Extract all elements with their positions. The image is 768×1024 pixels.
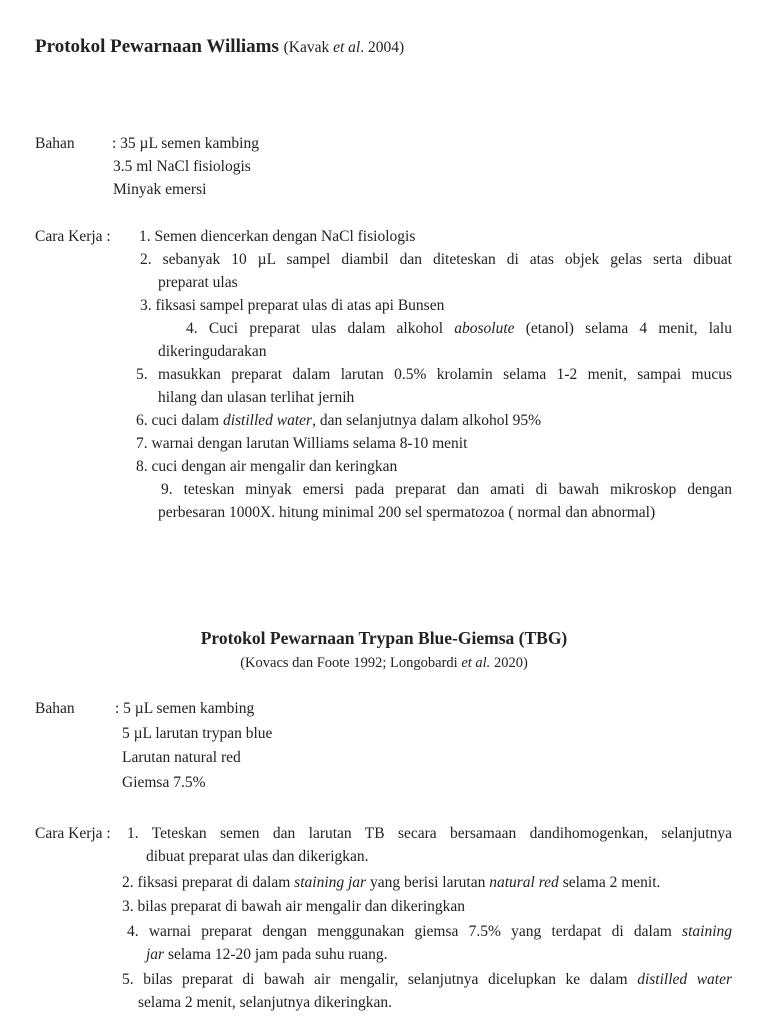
section2-bahan-item: Larutan natural red (122, 749, 241, 766)
section2-title: Protokol Pewarnaan Trypan Blue-Giemsa (TBG) (200, 628, 568, 648)
section2-bahan-item: : 5 µL semen kambing (115, 700, 255, 717)
section1-citation (284, 39, 405, 56)
step-italic: abosolute (454, 320, 515, 337)
section1-step: 9. teteskan minyak emersi pada preparat dan amati di bawah mikroskop dengan (161, 481, 732, 498)
step-text: , dan selanjutnya dalam alkohol 95% (312, 412, 542, 429)
section1-step: hilang dan ulasan terlihat jernih (158, 389, 355, 406)
section2-step: 3. bilas preparat di bawah air mengalir dan dikeringkan (122, 898, 466, 915)
section2-bahan-label: Bahan (35, 700, 75, 717)
citation-etal: et al (333, 39, 361, 56)
section1-bahan-item: Minyak emersi (113, 181, 207, 198)
section2-step (127, 920, 732, 943)
section2-bahan-item: 5 µL larutan trypan blue (122, 725, 273, 742)
section1-title (35, 36, 404, 58)
step-text: 5. bilas preparat di bawah air mengalir, selanjutnya dicelupkan ke dalam (122, 971, 638, 988)
section1-step: 2. sebanyak 10 µL sampel diambil dan diteteskan di atas objek gelas serta dibuat (140, 251, 732, 268)
section2-step (122, 968, 732, 991)
section2-cara-label: Cara Kerja : (35, 825, 111, 842)
step-text: (etanol) selama 4 menit, lalu (514, 320, 732, 337)
step-italic: staining (682, 923, 732, 940)
citation-text: 2020) (490, 655, 528, 671)
step-italic: staining jar (294, 874, 367, 891)
section1-step: preparat ulas (158, 274, 238, 291)
section2-citation (0, 655, 768, 672)
section1-bahan-label: Bahan (35, 135, 75, 152)
section2-step: selama 2 menit, selanjutnya dikeringkan. (138, 994, 392, 1011)
section2-step: 1. Teteskan semen dan larutan TB secara bersamaan dandihomogenkan, selanjutnya (127, 825, 732, 842)
section1-step: 5. masukkan preparat dalam larutan 0.5% krolamin selama 1-2 menit, sampai mucus (136, 366, 732, 383)
section2-bahan-item: Giemsa 7.5% (122, 774, 206, 791)
step-italic: distilled water (222, 412, 313, 429)
citation-etal: et al. (461, 655, 491, 671)
section1-step: 1. Semen diencerkan dengan NaCl fisiologis (139, 228, 416, 245)
section1-bahan-item: 3.5 ml NaCl fisiologis (113, 158, 251, 175)
step-text: 4. warnai preparat dengan menggunakan giemsa 7.5% yang terdapat di dalam (127, 923, 683, 940)
step-text: selama 12-20 jam pada suhu ruang. (164, 946, 388, 963)
section1-cara-label: Cara Kerja : (35, 228, 111, 245)
step-italic: distilled water (637, 971, 733, 988)
step-text: 6. cuci dalam (136, 412, 223, 429)
step-italic: jar (146, 946, 165, 963)
step-text: yang berisi larutan (366, 874, 490, 891)
citation-text: (Kavak (283, 39, 334, 56)
section1-step (136, 409, 541, 432)
step-italic: natural red (489, 874, 559, 891)
section1-step: perbesaran 1000X. hitung minimal 200 sel spermatozoa ( normal dan abnormal) (158, 504, 656, 521)
step-text: 4. Cuci preparat ulas dalam alkohol (186, 320, 455, 337)
section2-step: dibuat preparat ulas dan dikerigkan. (146, 848, 369, 865)
citation-text: (Kovacs dan Foote 1992; Longobardi (240, 655, 462, 671)
step-text: 2. fiksasi preparat di dalam (122, 874, 295, 891)
section1-step: dikeringudarakan (158, 343, 267, 360)
section1-step: 8. cuci dengan air mengalir dan keringkan (136, 458, 398, 475)
section1-step: 3. fiksasi sampel preparat ulas di atas api Bunsen (140, 297, 445, 314)
step-text: selama 2 menit. (558, 874, 661, 891)
section1-bahan-item: : 35 µL semen kambing (112, 135, 259, 152)
section1-step: 7. warnai dengan larutan Williams selama 8-10 menit (136, 435, 468, 452)
section1-step (186, 317, 732, 340)
section2-step (146, 943, 388, 966)
section2-step (122, 871, 660, 894)
citation-text: . 2004) (360, 39, 405, 56)
section1-title-text: Protokol Pewarnaan Williams (35, 36, 279, 57)
